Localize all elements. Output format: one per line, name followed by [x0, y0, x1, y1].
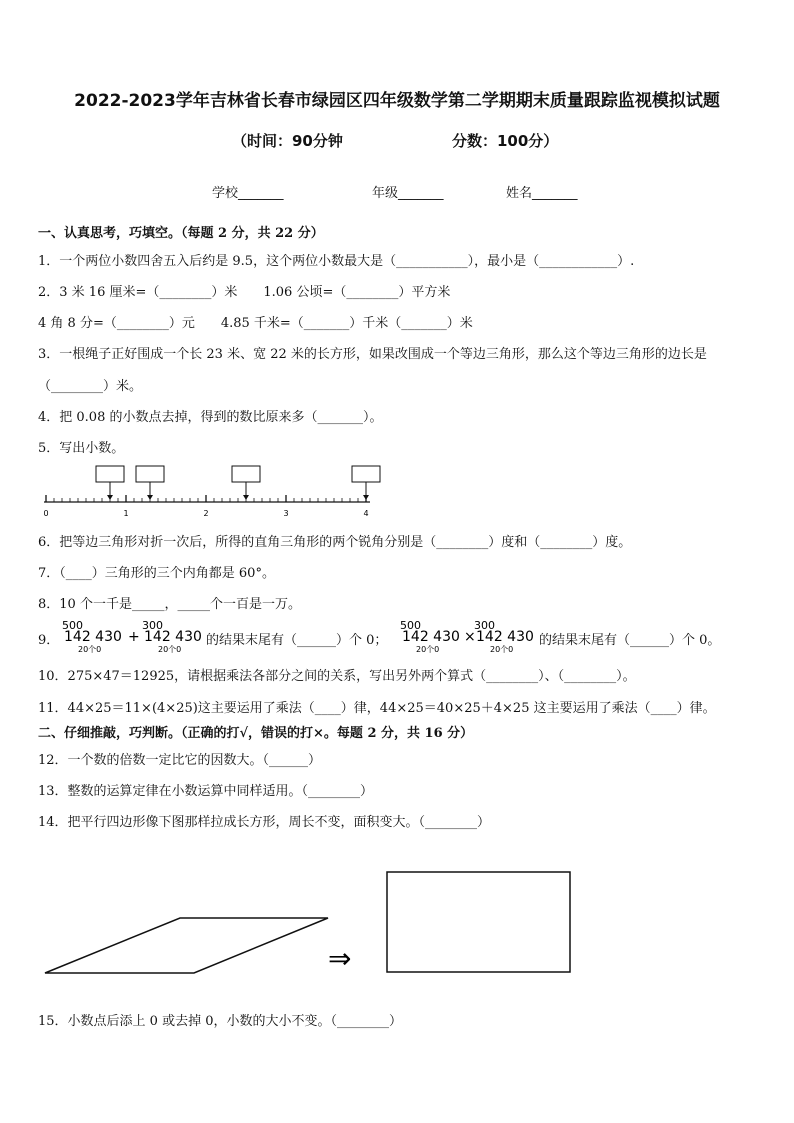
- expr-sub-4: 20个0: [490, 645, 514, 654]
- question-14: 14．把平行四边形像下图那样拉成长方形，周长不变，面积变大。（________）: [38, 815, 491, 830]
- number-line-tick-label: 3: [283, 509, 289, 518]
- question-5: 5．写出小数。: [38, 441, 125, 456]
- parallelogram-shape: [45, 918, 328, 973]
- question-6: 6．把等边三角形对折一次后，所得的直角三角形的两个锐角分别是（________）度和（________）度。: [38, 535, 632, 550]
- number-line-tick-label: 4: [363, 509, 369, 518]
- question-3b: （________）米。: [38, 379, 143, 394]
- exam-time: （时间：90分钟: [232, 132, 343, 150]
- question-4: 4．把 0.08 的小数点去掉，得到的数比原来多（_______）。: [38, 410, 383, 425]
- question-1: 1．一个两位小数四舍五入后约是 9.5，这个两位小数最大是（___________），最小是（____________）.: [38, 254, 635, 269]
- school-field: 学校_______: [212, 186, 284, 201]
- question-2a: 2．3 米 16 厘米=（________）米 1.06 公顷=（________）平方米: [38, 285, 451, 300]
- page-title: 2022-2023学年吉林省长春市绿园区四年级数学第二学期期末质量跟踪监视模拟试题: [74, 91, 720, 111]
- pointer-arrow-icon: [243, 495, 249, 500]
- question-9-text-2: 的结果末尾有（______）个 0。: [539, 633, 721, 648]
- grade-field: 年级_______: [372, 186, 444, 201]
- expr-mid-1: 142 430: [64, 629, 122, 645]
- answer-box: [352, 466, 380, 482]
- expr-sub-3: 20个0: [416, 645, 440, 654]
- transform-arrow-icon: ⇒: [328, 942, 352, 975]
- section2-heading: 二、仔细推敲，巧判断。（正确的打√，错误的打×。每题 2 分，共 16 分）: [38, 726, 474, 741]
- question-9-number: 9．: [38, 633, 60, 648]
- expr-top-2: 300: [142, 619, 163, 632]
- question-9-expression-2: [398, 618, 538, 654]
- expr-top-1: 500: [62, 619, 83, 632]
- question-8: 8．10 个一千是_____，_____个一百是一万。: [38, 597, 301, 612]
- expr-plus: +: [128, 629, 140, 645]
- expr-top-3: 500: [400, 619, 421, 632]
- number-line-tick-label: 0: [43, 509, 49, 518]
- question-9-expression-1: [60, 618, 206, 654]
- name-field: 姓名_______: [506, 186, 578, 201]
- pointer-arrow-icon: [363, 495, 369, 500]
- number-line-tick-label: 1: [123, 509, 129, 518]
- section1-heading: 一、认真思考，巧填空。（每题 2 分，共 22 分）: [38, 226, 324, 241]
- number-line-figure: [38, 462, 388, 522]
- rectangle-shape: [387, 872, 570, 972]
- expr-mid-2: 142 430: [144, 629, 202, 645]
- question-10: 10．275×47＝12925，请根据乘法各部分之间的关系，写出另外两个算式（________）、（________）。: [38, 669, 636, 684]
- number-line-tick-label: 2: [203, 509, 209, 518]
- question-12: 12．一个数的倍数一定比它的因数大。（______）: [38, 753, 322, 768]
- question-9-text-1: 的结果末尾有（______）个 0；: [206, 633, 388, 648]
- question-15: 15．小数点后添上 0 或去掉 0，小数的大小不变。（________）: [38, 1014, 402, 1029]
- question-2b: 4 角 8 分=（________）元 4.85 千米=（_______）千米（_______）米: [38, 316, 473, 331]
- expr-mid-4: 142 430: [476, 629, 534, 645]
- expr-times: ×: [464, 629, 476, 645]
- answer-box: [136, 466, 164, 482]
- answer-box: [232, 466, 260, 482]
- pointer-arrow-icon: [107, 495, 113, 500]
- question-3a: 3．一根绳子正好围成一个长 23 米、宽 22 米的长方形，如果改围成一个等边三角形，那么这个等边三角形的边长是: [38, 347, 707, 362]
- pointer-arrow-icon: [147, 495, 153, 500]
- question-13: 13．整数的运算定律在小数运算中同样适用。（________）: [38, 784, 374, 799]
- parallelogram-to-rectangle-figure: [40, 868, 580, 980]
- expr-mid-3: 142 430: [402, 629, 460, 645]
- exam-score: 分数：100分）: [452, 132, 559, 150]
- question-11: 11．44×25＝11×(4×25)这主要运用了乘法（____）律，44×25＝40×25＋4×25 这主要运用了乘法（____）律。: [38, 701, 716, 716]
- question-7: 7．（____）三角形的三个内角都是 60°。: [38, 566, 275, 581]
- answer-box: [96, 466, 124, 482]
- expr-sub-2: 20个0: [158, 645, 182, 654]
- expr-sub-1: 20个0: [78, 645, 102, 654]
- expr-top-4: 300: [474, 619, 495, 632]
